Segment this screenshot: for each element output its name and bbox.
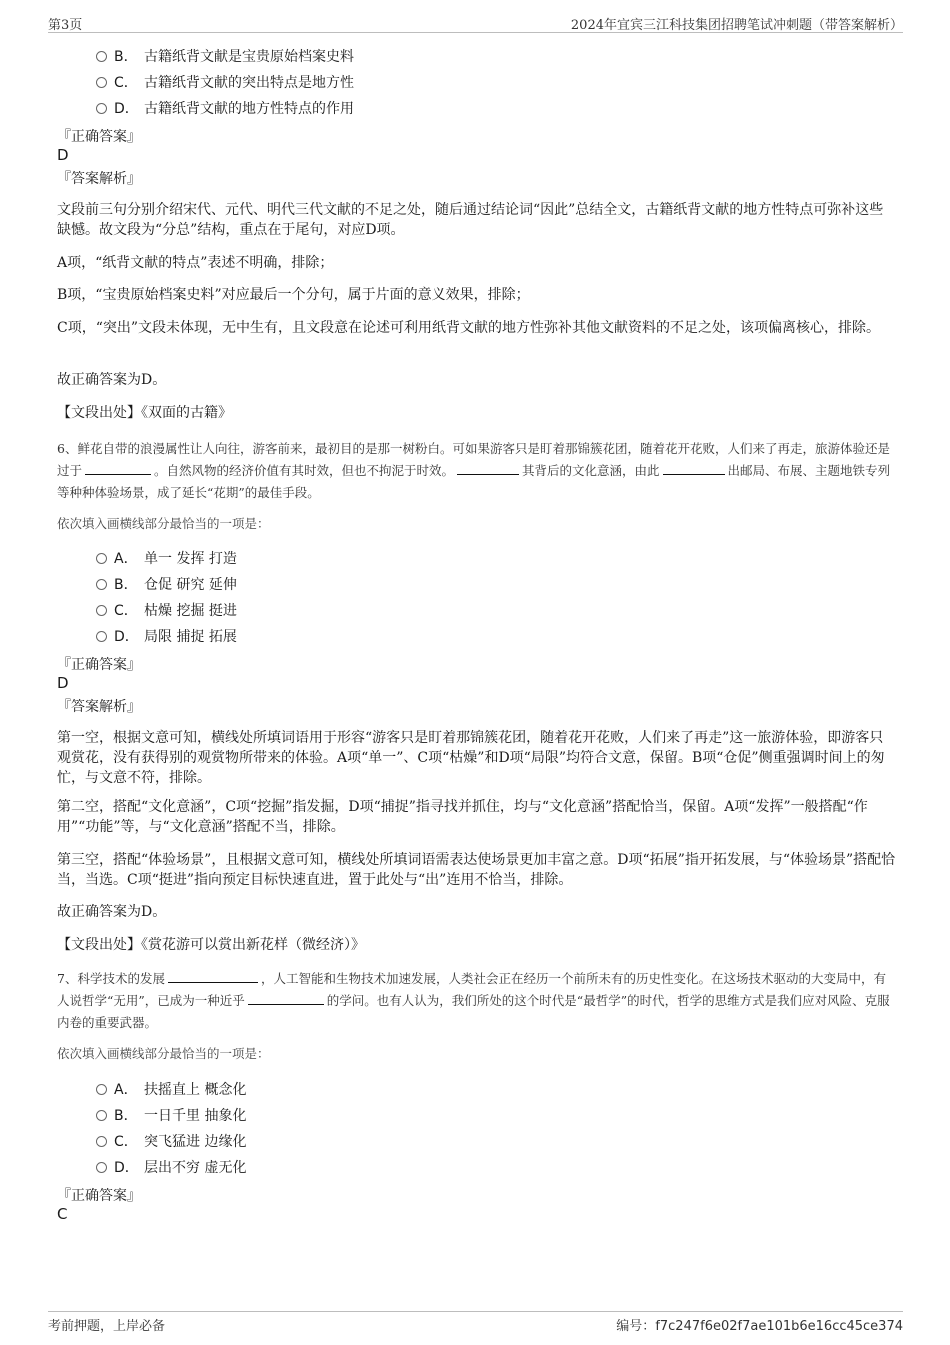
q5-analysis-para: A项，“纸背文献的特点”表述不明确，排除； (57, 255, 334, 271)
radio-icon[interactable] (96, 631, 107, 642)
q5-option-b[interactable]: B． 古籍纸背文献是宝贵原始档案史料 (96, 44, 354, 70)
q5-answer-label: 『正确答案』 (57, 129, 141, 145)
q6-options (96, 546, 237, 650)
q7-requirement: 依次填入画横线部分最恰当的一项是： (57, 1046, 270, 1061)
radio-icon[interactable] (96, 1136, 107, 1147)
q7-option-a[interactable]: A． 扶摇直上 概念化 (96, 1077, 246, 1103)
q7-stem: 7、科学技术的发展 ，人工智能和生物技术加速发展，人类社会正在经历一个前所未有的历史性变化。在这场技术驱动的大变局中，有人说哲学“无用”，已成为一种近乎 的学问。也有人认为，我们所处的这个时代是“最哲学”的时代，哲学的思维方式是我们应对风险、克服内卷的重要武器。 (57, 971, 890, 1030)
q6-answer: D (57, 674, 69, 692)
fill-blank (85, 462, 151, 475)
radio-icon[interactable] (96, 51, 107, 62)
radio-icon[interactable] (96, 1084, 107, 1095)
q5-option-c[interactable]: C． 古籍纸背文献的突出特点是地方性 (96, 70, 354, 96)
q6-answer-label: 『正确答案』 (57, 657, 141, 673)
radio-icon[interactable] (96, 1110, 107, 1121)
q6-analysis-para: 故正确答案为D。 (57, 904, 167, 920)
q5-answer: D (57, 146, 69, 164)
page-header (48, 12, 903, 33)
q6-stem: 6、鲜花自带的浪漫属性让人向往，游客前来，最初目的是那一树粉白。可如果游客只是盯着那锦簇花团，随着花开花败，人们来了再走，旅游体验还是过于 。自然风物的经济价值有其时效，但也不拘泥于时效。 其背后的文化意涵，由此 出邮局、布展、主题地铁专列等种种体验场景，成了延长“花期”的最佳手段。 (57, 441, 891, 500)
q6-requirement: 依次填入画横线部分最恰当的一项是： (57, 516, 270, 531)
q6-option-d[interactable]: D． 局限 捕捉 拓展 (96, 624, 237, 650)
fill-blank (457, 462, 519, 475)
q7-option-b[interactable]: B． 一日千里 抽象化 (96, 1103, 246, 1129)
fill-blank (168, 970, 258, 983)
radio-icon[interactable] (96, 605, 107, 616)
page-number: 第3页 (48, 18, 83, 33)
radio-icon[interactable] (96, 103, 107, 114)
page-footer (48, 1311, 903, 1338)
footer-slogan: 考前押题，上岸必备 (48, 1319, 166, 1334)
document-code: 编号：f7c247f6e02f7ae101b6e16cc45ce374 (616, 1319, 903, 1334)
q5-option-d[interactable]: D． 古籍纸背文献的地方性特点的作用 (96, 96, 354, 122)
q5-analysis-para: C项，“突出”文段未体现，无中生有，且文段意在论述可利用纸背文献的地方性弥补其他文献资料的不足之处，该项偏离核心，排除。 (57, 320, 881, 336)
q5-analysis-para: B项，“宝贵原始档案史料”对应最后一个分句，属于片面的意义效果，排除； (57, 287, 530, 303)
radio-icon[interactable] (96, 77, 107, 88)
q6-option-b[interactable]: B． 仓促 研究 延伸 (96, 572, 237, 598)
q7-options (96, 1077, 246, 1181)
q6-analysis-para: 第三空，搭配“体验场景”，且根据文意可知，横线处所填词语需表达使场景更加丰富之意。D项“拓展”指开拓发展，与“体验场景”搭配恰当，当选。C项“挺进”指向预定目标快速直进，置于此处与“出”连用不恰当，排除。 (57, 852, 896, 888)
q7-option-c[interactable]: C． 突飞猛进 边缘化 (96, 1129, 246, 1155)
q6-option-c[interactable]: C． 枯燥 挖掘 挺进 (96, 598, 237, 624)
fill-blank (248, 992, 324, 1005)
radio-icon[interactable] (96, 553, 107, 564)
fill-blank (663, 462, 725, 475)
radio-icon[interactable] (96, 1162, 107, 1173)
q6-analysis-para: 第一空，根据文意可知，横线处所填词语用于形容“游客只是盯着那锦簇花团，随着花开花败，人们来了再走”这一旅游体验，即游客只观赏花，没有获得别的观赏物所带来的体验。A项“单一”、C项“枯燥”和D项“局限”均符合文意，保留。B项“仓促”侧重强调时间上的匆忙，与文意不符，排除。 (57, 730, 885, 786)
radio-icon[interactable] (96, 579, 107, 590)
q5-analysis-label: 『答案解析』 (57, 171, 141, 187)
q5-source: 【文段出处】《双面的古籍》 (57, 405, 232, 421)
q6-analysis-label: 『答案解析』 (57, 699, 141, 715)
q7-option-d[interactable]: D． 层出不穷 虚无化 (96, 1155, 246, 1181)
q7-answer-label: 『正确答案』 (57, 1188, 141, 1204)
q6-source: 【文段出处】《赏花游可以赏出新花样（微经济）》 (57, 937, 365, 953)
q6-option-a[interactable]: A． 单一 发挥 打造 (96, 546, 237, 572)
q5-analysis-para: 故正确答案为D。 (57, 372, 167, 388)
q5-analysis-para: 文段前三句分别介绍宋代、元代、明代三代文献的不足之处，随后通过结论词“因此”总结全文，古籍纸背文献的地方性特点可弥补这些缺憾。故文段为“分总”结构，重点在于尾句，对应D项。 (57, 202, 884, 238)
q5-options (96, 44, 354, 122)
q6-analysis-para: 第二空，搭配“文化意涵”，C项“挖掘”指发掘，D项“捕捉”指寻找并抓住，均与“文化意涵”搭配恰当，保留。A项“发挥”一般搭配“作用”“功能”等，与“文化意涵”搭配不当，排除。 (57, 799, 868, 835)
document-title: 2024年宜宾三江科技集团招聘笔试冲刺题（带答案解析） (570, 18, 903, 33)
q7-answer: C (57, 1205, 68, 1223)
